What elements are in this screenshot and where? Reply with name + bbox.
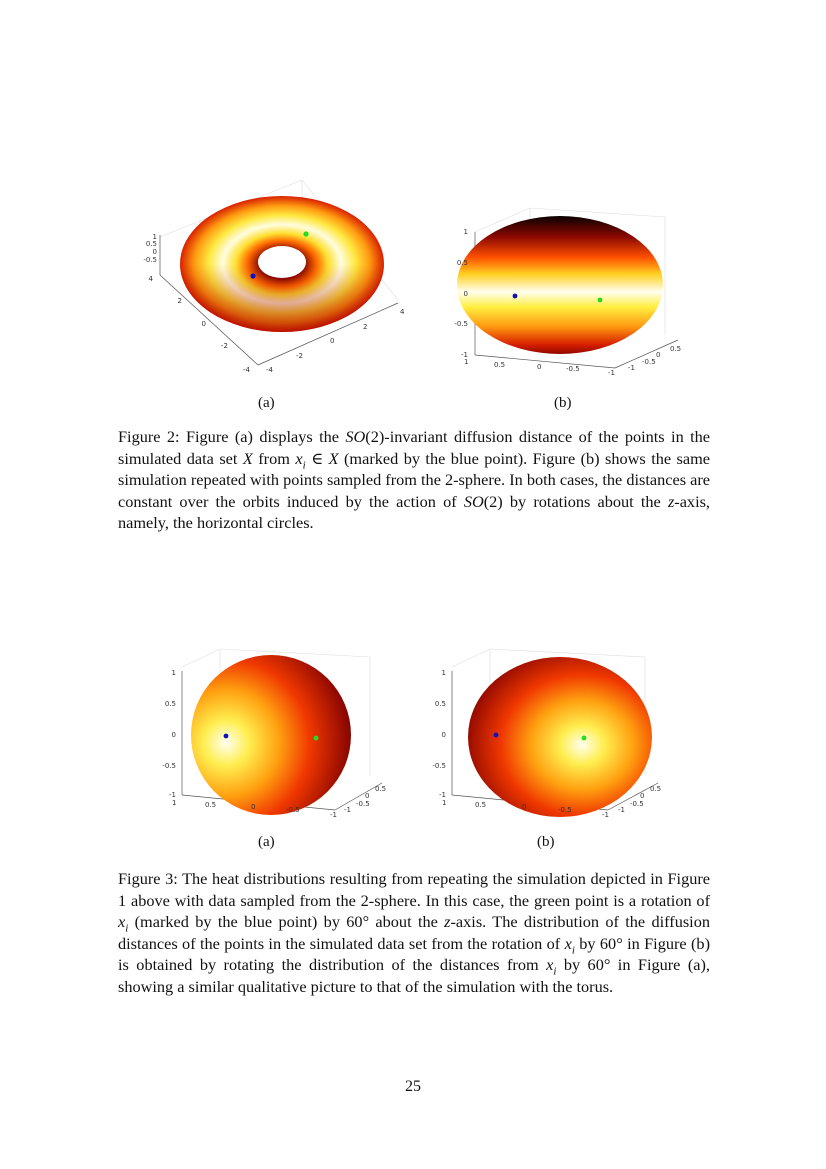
- caption-text: Figure 3: The heat distributions resulting from repeating the simulation depicted in Figure 1 above with data sampled from the 2-sphere. In this case, the green point is a rotation of: [118, 869, 710, 910]
- caption-text: i: [125, 922, 129, 935]
- z-tick: -0.5: [162, 762, 176, 770]
- y-tick: 0.5: [670, 345, 682, 353]
- caption-text: X: [242, 448, 253, 468]
- page-number: 25: [405, 1078, 421, 1095]
- x-tick: 0.5: [205, 801, 217, 809]
- y-tick: -4: [243, 366, 250, 374]
- y-tick: 0: [201, 320, 206, 328]
- caption-text: SO: [463, 491, 484, 511]
- y-tick: 2: [177, 297, 182, 305]
- caption-text: (2) by rotations about the: [483, 491, 668, 511]
- figure-3b-sphere-plot: [430, 645, 670, 825]
- z-tick: -1: [169, 791, 176, 799]
- z-tick: 1: [463, 228, 468, 236]
- z-tick: -0.5: [432, 762, 446, 770]
- caption-text: (marked by the blue point). Figure (b) shows the same simulation repeated with points sampled from the 2-sphere. In both cases, the distances are constant over the orbits induced by the action of: [118, 448, 710, 511]
- x-tick: 0: [251, 803, 256, 811]
- y-tick: -0.5: [630, 800, 644, 808]
- figure-2-caption: [118, 426, 710, 534]
- x-tick: 1: [172, 799, 177, 807]
- z-tick: 0: [152, 248, 157, 256]
- z-tick: -1: [439, 791, 446, 799]
- z-tick: 0.5: [145, 240, 157, 248]
- x-tick: -1: [330, 811, 337, 819]
- figure-3-caption: [118, 868, 710, 998]
- caption-text: z: [444, 912, 451, 932]
- caption-text: Figure 2: Figure (a) displays the: [118, 427, 346, 446]
- y-tick: 0: [656, 351, 661, 359]
- figure-3b-label: (b): [537, 834, 555, 850]
- y-tick: 0: [640, 792, 645, 800]
- x-tick: 2: [363, 323, 368, 331]
- y-tick: -0.5: [642, 358, 656, 366]
- green-point: [582, 736, 587, 741]
- z-tick: 1: [152, 233, 157, 241]
- z-tick: -0.5: [454, 320, 468, 328]
- figure-3a-sphere-plot: [160, 645, 390, 825]
- x-tick: -0.5: [558, 806, 572, 814]
- figure-3a-label: (a): [258, 834, 275, 850]
- green-point: [303, 231, 308, 236]
- y-tick: -1: [344, 806, 351, 814]
- x-tick: -0.5: [566, 365, 580, 373]
- z-tick: 1: [441, 669, 446, 677]
- caption-text: i: [553, 965, 557, 978]
- x-tick: 0: [537, 363, 542, 371]
- x-tick: -0.5: [286, 806, 300, 814]
- figure-2a-torus-plot: [140, 175, 420, 380]
- z-tick: -1: [461, 351, 468, 359]
- z-tick: 1: [171, 669, 176, 677]
- y-tick: -0.5: [356, 800, 370, 808]
- z-tick: 0.5: [164, 700, 176, 708]
- x-tick: 0.5: [475, 801, 487, 809]
- caption-text: -axis, namely, the horizontal circles.: [118, 491, 710, 533]
- green-point: [314, 736, 319, 741]
- caption-text: x: [564, 933, 572, 953]
- blue-point: [513, 294, 518, 299]
- x-tick: 0: [522, 803, 527, 811]
- green-point: [598, 298, 603, 303]
- x-tick: 1: [442, 799, 447, 807]
- y-tick: -2: [221, 342, 228, 350]
- x-tick: 4: [400, 308, 405, 316]
- blue-point: [250, 273, 255, 278]
- z-tick: 0: [463, 290, 468, 298]
- caption-text: X: [328, 448, 339, 468]
- figure-2b-label: (b): [554, 395, 572, 411]
- caption-text: from: [252, 448, 296, 468]
- y-tick: 0.5: [650, 785, 662, 793]
- y-tick: 0: [365, 792, 370, 800]
- blue-point: [494, 733, 499, 738]
- caption-text: x: [546, 955, 554, 975]
- caption-text: z: [667, 491, 675, 511]
- x-tick: -2: [296, 352, 303, 360]
- sphere-surface: [191, 655, 351, 815]
- x-tick: 1: [464, 358, 469, 366]
- caption-text: x: [295, 448, 303, 468]
- figure-2a-label: (a): [258, 395, 275, 411]
- caption-text: (marked by the blue point) by 60° about the: [128, 912, 445, 932]
- z-tick: 0: [171, 731, 176, 739]
- z-tick: 0: [441, 731, 446, 739]
- caption-text: i: [302, 458, 306, 471]
- x-tick: 0.5: [494, 361, 506, 369]
- y-tick: -1: [618, 806, 625, 814]
- x-tick: -4: [266, 366, 273, 374]
- caption-text: ∈: [305, 448, 329, 468]
- blue-point: [224, 734, 229, 739]
- y-tick: 4: [148, 275, 153, 283]
- z-tick: 0.5: [434, 700, 446, 708]
- x-tick: -1: [602, 811, 609, 819]
- caption-text: by 60° in Figure (a), showing a similar qualitative picture to that of the simulation with the torus.: [118, 955, 710, 996]
- caption-text: i: [571, 944, 575, 957]
- x-tick: 0: [330, 337, 335, 345]
- caption-text: (2)-invariant diffusion distance of the points in the simulated data set: [118, 427, 710, 468]
- caption-text: SO: [345, 427, 366, 446]
- y-tick: -1: [628, 364, 635, 372]
- y-tick: 0.5: [375, 785, 387, 793]
- figure-2b-sphere-plot: [440, 205, 680, 380]
- caption-text: -axis. The distribution of the diffusion distances of the points in the simulated data set from the rotation of: [118, 912, 710, 953]
- sphere-surface: [457, 216, 663, 354]
- x-tick: -1: [608, 369, 615, 377]
- caption-text: by 60° in Figure (b) is obtained by rotating the distribution of the distances from: [118, 933, 710, 975]
- z-tick: -0.5: [143, 256, 157, 264]
- caption-text: x: [118, 912, 126, 932]
- z-tick: 0.5: [456, 259, 468, 267]
